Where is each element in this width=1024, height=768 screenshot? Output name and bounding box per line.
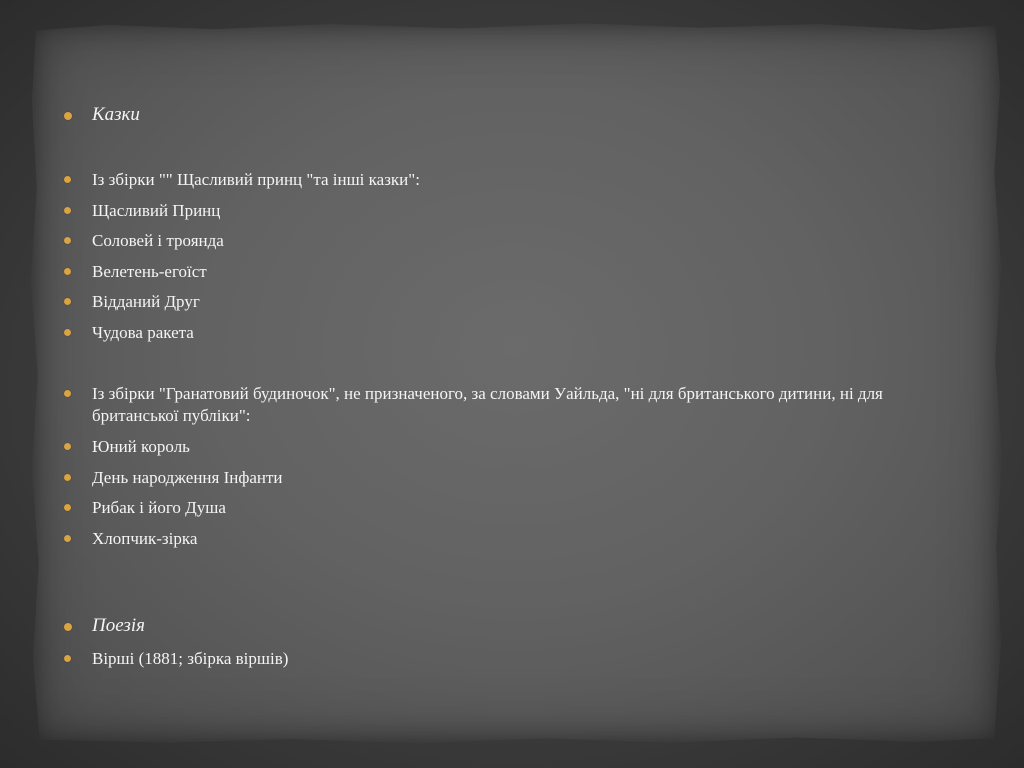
section-heading-fairy-tales <box>64 104 140 126</box>
collection-intro-happy-prince <box>64 169 420 191</box>
list-item <box>64 200 220 222</box>
list-item <box>64 467 283 489</box>
bullet-icon <box>64 329 71 336</box>
bullet-icon <box>64 504 71 511</box>
list-item <box>64 261 207 283</box>
bullet-icon <box>64 443 71 450</box>
list-item <box>64 291 200 313</box>
list-item <box>64 436 190 458</box>
bullet-icon <box>64 176 71 183</box>
list-item <box>64 648 288 670</box>
item-label: Рибак і його Душа <box>92 498 226 517</box>
item-label: Хлопчик-зірка <box>92 529 198 548</box>
item-label: Відданий Друг <box>92 292 200 311</box>
bullet-icon <box>64 535 71 542</box>
heading-label: Казки <box>92 104 140 125</box>
item-label: Щасливий Принц <box>92 201 221 220</box>
bullet-icon <box>64 207 71 214</box>
heading-label: Поезія <box>92 615 145 636</box>
bullet-icon <box>64 655 71 662</box>
item-label: Велетень-егоїст <box>92 262 207 281</box>
bullet-icon <box>64 298 71 305</box>
bullet-icon <box>64 474 71 481</box>
item-label: Юний король <box>92 437 190 456</box>
bullet-icon <box>64 390 71 397</box>
list-item <box>64 322 194 344</box>
collection-intro-pomegranates <box>64 383 972 427</box>
list-item <box>64 230 224 252</box>
item-label: Соловей і троянда <box>92 231 224 250</box>
item-label: День народження Інфанти <box>92 468 283 487</box>
list-item <box>64 528 197 550</box>
bullet-icon <box>64 112 72 120</box>
intro-text: Із збірки "" Щасливий принц "та інші казки": <box>92 170 420 189</box>
bullet-icon <box>64 623 72 631</box>
intro-text: Із збірки "Гранатовий будиночок", не призначеного, за словами Уайльда, "ні для британського дитини, ні для британської публіки": <box>92 384 883 425</box>
section-heading-poetry <box>64 615 145 637</box>
list-item <box>64 497 226 519</box>
bullet-icon <box>64 268 71 275</box>
bullet-icon <box>64 237 71 244</box>
item-label: Чудова ракета <box>92 323 194 342</box>
item-label: Вірші (1881; збірка віршів) <box>92 649 289 668</box>
slide-content <box>64 0 964 768</box>
